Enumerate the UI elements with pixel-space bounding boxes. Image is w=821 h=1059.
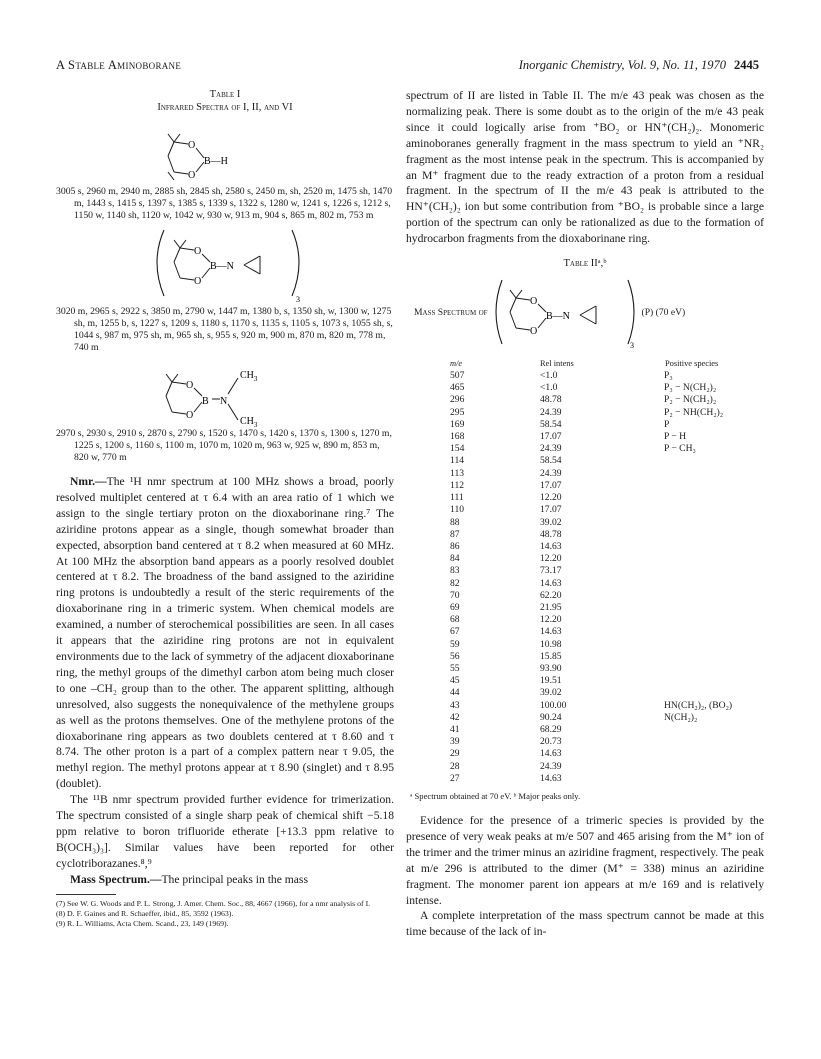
footnote-rule (56, 894, 116, 895)
intensity-cell: 58.54 (540, 418, 562, 430)
mz-cell: 87 (450, 528, 460, 540)
mz-cell: 84 (450, 553, 460, 565)
intensity-cell: 90.24 (540, 711, 562, 723)
table-row (442, 480, 732, 492)
struct-i-bh: B—H (204, 156, 228, 167)
t2-struct-o2: O (529, 326, 537, 338)
struct-i-o2: O (188, 170, 196, 181)
intensity-cell: 15.85 (540, 650, 562, 662)
mz-cell: 112 (450, 479, 465, 491)
ms-text: The principal peaks in the mass (161, 872, 308, 886)
ir-spectrum-ii: 3020 m, 2965 s, 2922 s, 3850 m, 2790 w, 1447 m, 1380 b, s, 1350 sh, w, 1300 w, 1275 sh, m, 1255 b, s, 1227 s, 1209 s, 1180 s, 1170 s, 1135 s, 1105 s, 1073 s, 1055 sh, s, 1044 s, 987 m, 975 sh, m, 965 sh, s, 955 s, 920 m, 900 m, 870 m, 820 m, 778 m, 740 m (56, 306, 393, 353)
table-row (442, 651, 732, 663)
species-cell: P₃ (664, 370, 673, 382)
intensity-cell: 12.20 (540, 553, 562, 565)
header-title: A Stable Aminoborane (56, 58, 182, 72)
mz-cell: 39 (450, 736, 460, 748)
mz-cell: 68 (450, 614, 460, 626)
mz-cell: 86 (450, 540, 460, 552)
species-cell (664, 761, 732, 773)
struct-vi-ch3-bottom: $CH_3$ (240, 416, 258, 428)
species-cell (664, 639, 732, 651)
species-cell (664, 541, 732, 553)
struct-ii-trimer: 3 (296, 295, 300, 304)
mz-cell: 296 (450, 394, 465, 406)
table-row (442, 590, 732, 602)
intensity-cell: 14.63 (540, 540, 562, 552)
intensity-cell: 12.20 (540, 614, 562, 626)
mass-spectrum-table (442, 358, 732, 785)
right-paragraph-1: spectrum of II are listed in Table II. The m/e 43 peak was chosen as the normalizing peak. There is some doubt as to the origin of the m/e 43 peak since it could logically arise from ⁺BO₂ or HN⁺(CH₂)₂. Monomeric aminoboranes generally fragment in the mass spectrum to yield an ⁺NR₂ fragment as the most intense peak in the spectrum. This is accompanied by an M⁺ fragment due to the ready extraction of a proton from a residual fragment. In the spectrum of II the m/e 43 peak is attributed to the HN⁺(CH₂)₂ ion but some contribution from ⁺BO₂ is probable since a large portion of the spectrum can only be rationalized as due to the formation of hydrocarbon fragments from the dioxaborinane ring. (406, 89, 764, 246)
intensity-cell: 14.63 (540, 577, 562, 589)
nmr-text-1: The ¹H nmr spectrum at 100 MHz shows a broad, poorly resolved multiplet centered at τ 6.4 with an area ratio of 1 which we assign to the single tertiary proton on the dioxaborinane ring.⁷ The aziridine protons appear as a single, though somewhat broader than expected, absorption band centered at τ 8.2 when measured at 60 MHz. At 100 MHz the absorption band appears as a poorly resolved doublet centered at τ 8.2. The broadness of the band assigned to the aziridine ring protons is undoubtedly a result of the steric requirements of the dioxaborinane ring in a trimeric system. When chemical models are examined, a number of sterochemical possibilities are seen. In all cases it appears that the aziridine ring protons are not in equivalent environments due to the lack of symmetry of the adjacent dioxaborinane ring, the methyl groups of the dimethyl carbon atom being much closer to one –CH₂ group than to the other. The apparent splitting, although unresolved, also suggests the nonequivalence of the methylene groups as well as the protons themselves. One of the methylene protons of the dioxaborinane ring appears as two doublets centered at τ 8.60 and τ 8.74. The other proton is a part of a complex pattern near τ 9.05, the methyl region. The methyl protons appear at τ 8.90 (singlet) and τ 8.95 (doublet). (56, 475, 394, 791)
species-cell (664, 529, 732, 541)
mz-cell: 43 (450, 699, 460, 711)
table2-caption-label: Mass Spectrum of (414, 306, 488, 318)
mz-cell: 69 (450, 601, 460, 613)
structure-ii (56, 222, 394, 306)
species-cell (664, 773, 732, 785)
table-row (442, 394, 732, 406)
intensity-cell: 24.39 (540, 760, 562, 772)
table-row (442, 748, 732, 760)
col-header-species: Positive species (665, 359, 719, 369)
table-row (442, 602, 732, 614)
table-row (442, 553, 732, 565)
ir-spectrum-vi: 2970 s, 2930 s, 2910 s, 2870 s, 2790 s, 1520 s, 1470 s, 1420 s, 1370 s, 1300 s, 1270 m, 1225 s, 1200 s, 1160 s, 1100 m, 1070 m, 1020 m, 963 w, 925 w, 890 m, 853 m, 820 w, 770 m (56, 428, 392, 463)
table-row (442, 614, 732, 626)
header-journal (519, 58, 759, 73)
table-row (442, 578, 732, 590)
table-row (442, 724, 732, 736)
running-header (56, 58, 759, 76)
structure-vi (56, 354, 394, 428)
species-cell (664, 663, 732, 675)
struct-ii-o1: O (194, 246, 202, 257)
species-cell: P − CH₃ (664, 443, 696, 455)
table-row (442, 370, 732, 382)
species-cell: P − H (664, 431, 687, 443)
table-row (442, 455, 732, 467)
species-cell (664, 480, 732, 492)
mz-cell: 110 (450, 504, 465, 516)
page-number: 2445 (734, 58, 759, 72)
header-journal-text: Inorganic Chemistry, Vol. 9, No. 11, 1970 (518, 58, 726, 72)
species-cell (664, 492, 732, 504)
right-paragraph-2: Evidence for the presence of a trimeric species is provided by the presence of very weak peaks at m/e 507 and 465 arising from the M⁺ ion of the trimer and the trimer minus an aziridine fragment, respectively. The peak at m/e 296 is attributed to the dimer (M⁺ = 338) minus an aziridine fragment. The monomer parent ion appears at m/e 169 and is relatively intense. (406, 813, 764, 907)
mz-cell: 56 (450, 650, 460, 662)
t2-struct-bn: B—N (545, 311, 570, 323)
struct-ii-o2: O (194, 276, 202, 287)
right-column (406, 88, 764, 940)
mz-cell: 44 (450, 687, 460, 699)
intensity-cell: <1.0 (540, 370, 558, 382)
intensity-cell: 21.95 (540, 601, 562, 613)
intensity-cell: 17.07 (540, 431, 562, 443)
footnote-7: (7) See W. G. Woods and P. L. Strong, J. Amer. Chem. Soc., 88, 4667 (1966), for a nmr analysis of I. (56, 898, 371, 908)
mz-cell: 55 (450, 662, 460, 674)
species-cell (664, 687, 732, 699)
intensity-cell: 14.63 (540, 748, 562, 760)
intensity-cell: 24.39 (540, 406, 562, 418)
species-cell (664, 517, 732, 529)
mz-cell: 168 (450, 431, 465, 443)
mz-cell: 27 (450, 772, 460, 784)
t2-struct-trimer: 3 (629, 341, 634, 351)
species-cell (664, 565, 732, 577)
col-header-intensity: Rel intens (540, 359, 574, 369)
species-cell: P₃ − N(CH₂)₂ (664, 382, 717, 394)
species-cell: N(CH₂)₂ (664, 711, 698, 723)
intensity-cell: 48.78 (540, 394, 562, 406)
species-cell: P (664, 418, 670, 430)
table-row (442, 492, 732, 504)
mz-cell: 83 (450, 565, 460, 577)
table-row (442, 407, 732, 419)
species-cell (664, 590, 732, 602)
table-row (442, 761, 732, 773)
intensity-cell: 68.29 (540, 723, 562, 735)
intensity-cell: 14.63 (540, 626, 562, 638)
struct-vi-ch3-top: $CH_3$ (240, 370, 258, 383)
table-row (442, 419, 732, 431)
mz-cell: 45 (450, 675, 460, 687)
mz-cell: 42 (450, 711, 460, 723)
mz-cell: 70 (450, 589, 460, 601)
intensity-cell: 73.17 (540, 565, 562, 577)
mz-cell: 88 (450, 516, 460, 528)
intensity-cell: 17.07 (540, 479, 562, 491)
table1-number: Table I (209, 89, 241, 100)
table2-footnote: ᵃ Spectrum obtained at 70 eV. ᵇ Major peaks only. (410, 790, 581, 801)
nmr-heading: Nmr.— (70, 475, 107, 488)
ir-spectrum-i: 3005 s, 2960 m, 2940 m, 2885 sh, 2845 sh, 2580 s, 2450 m, sh, 2520 m, 1475 sh, 1470 m, 1443 s, 1415 s, 1397 s, 1385 s, 1339 s, 1322 s, 1280 w, 1241 s, 1226 s, 1212 s, 1150 w, 1140 sh, 1120 w, 1042 w, 930 w, 913 m, 904 s, 865 m, 802 m, 753 m (56, 186, 393, 221)
intensity-cell: 39.02 (540, 516, 562, 528)
intensity-cell: <1.0 (540, 382, 558, 394)
table-row (442, 639, 732, 651)
mz-cell: 41 (450, 723, 460, 735)
table2-structure (490, 274, 638, 350)
species-cell (664, 724, 732, 736)
species-cell (664, 504, 732, 516)
mz-cell: 295 (450, 406, 465, 418)
table2-caption (406, 274, 764, 350)
table-row (442, 529, 732, 541)
footnote-9: (9) R. L. Williams, Acta Chem. Scand., 23, 149 (1969). (56, 918, 229, 928)
intensity-cell: 17.07 (540, 504, 562, 516)
table-header-row (442, 358, 732, 370)
table-row (442, 773, 732, 785)
table-row (442, 443, 732, 455)
table-row (442, 517, 732, 529)
table-row (442, 663, 732, 675)
mz-cell: 113 (450, 467, 465, 479)
intensity-cell: 14.63 (540, 772, 562, 784)
nmr-paragraph (56, 474, 394, 792)
intensity-cell: 58.54 (540, 455, 562, 467)
intensity-cell: 10.98 (540, 638, 562, 650)
mz-cell: 29 (450, 748, 460, 760)
struct-i-o1: O (188, 140, 196, 151)
table-row (442, 468, 732, 480)
intensity-cell: 48.78 (540, 528, 562, 540)
table-row (442, 712, 732, 724)
species-cell: HN(CH₂)₂, (BO₂) (664, 699, 733, 711)
intensity-cell: 100.00 (540, 699, 567, 711)
mz-cell: 507 (450, 370, 465, 382)
mz-cell: 169 (450, 418, 465, 430)
species-cell: P₂ − N(CH₂)₂ (664, 394, 717, 406)
species-cell (664, 736, 732, 748)
struct-vi-n: N (220, 396, 228, 407)
mz-cell: 114 (450, 455, 465, 467)
nmr-text-2: The ¹¹B nmr spectrum provided further evidence for trimerization. The spectrum consisted of a single sharp peak of chemical shift −5.18 ppm relative to boron trifluoride etherate [+13.3 ppm relative to B(OCH₃)₃]. Similar values have been reported for other cyclotriborazanes.⁸,⁹ (56, 793, 394, 870)
species-cell (664, 455, 732, 467)
mz-cell: 59 (450, 638, 460, 650)
species-cell: P₂ − NH(CH₂)₂ (664, 406, 724, 418)
mass-spectrum-table-body (442, 370, 732, 785)
species-cell (664, 626, 732, 638)
intensity-cell: 20.73 (540, 736, 562, 748)
t2-struct-o1: O (529, 296, 537, 308)
mass-spectrum-paragraph (56, 872, 394, 888)
col-header-mz: m/e (450, 359, 463, 369)
table1-title: Infrared Spectra of I, II, and VI (157, 102, 293, 113)
intensity-cell: 19.51 (540, 675, 562, 687)
mz-cell: 28 (450, 760, 460, 772)
mz-cell: 465 (450, 382, 465, 394)
table-row (442, 541, 732, 553)
intensity-cell: 39.02 (540, 687, 562, 699)
species-cell (664, 675, 732, 687)
table-row (442, 504, 732, 516)
species-cell (664, 468, 732, 480)
species-cell (664, 578, 732, 590)
table2-number: Table IIᵃ,ᵇ (563, 258, 607, 270)
table-row (442, 687, 732, 699)
struct-vi-o2: O (186, 410, 194, 421)
ms-heading: Mass Spectrum.— (70, 872, 162, 886)
mz-cell: 154 (450, 443, 465, 455)
intensity-cell: 24.39 (540, 443, 562, 455)
right-paragraph-3: A complete interpretation of the mass spectrum cannot be made at this time because of the lack of in- (406, 909, 764, 939)
table-row (442, 382, 732, 394)
species-cell (664, 651, 732, 663)
left-column (56, 88, 394, 929)
struct-vi-b: B (202, 396, 209, 407)
species-cell (664, 602, 732, 614)
intensity-cell: 12.20 (540, 492, 562, 504)
mz-cell: 67 (450, 626, 460, 638)
footnote-8: (8) D. F. Gaines and R. Schaeffer, ibid., 85, 3592 (1963). (56, 908, 234, 918)
table-row (442, 700, 732, 712)
species-cell (664, 748, 732, 760)
struct-vi-o1: O (186, 380, 194, 391)
intensity-cell: 93.90 (540, 662, 562, 674)
species-cell (664, 614, 732, 626)
intensity-cell: 24.39 (540, 467, 562, 479)
mz-cell: 111 (450, 492, 464, 504)
table-row (442, 626, 732, 638)
species-cell (664, 553, 732, 565)
table-row (442, 675, 732, 687)
table-row (442, 431, 732, 443)
structure-i (56, 114, 394, 186)
mz-cell: 82 (450, 577, 460, 589)
table-row (442, 736, 732, 748)
table-row (442, 565, 732, 577)
table2-caption-suffix: (P) (70 eV) (641, 306, 686, 318)
intensity-cell: 62.20 (540, 589, 562, 601)
struct-ii-bn: B—N (210, 261, 234, 272)
